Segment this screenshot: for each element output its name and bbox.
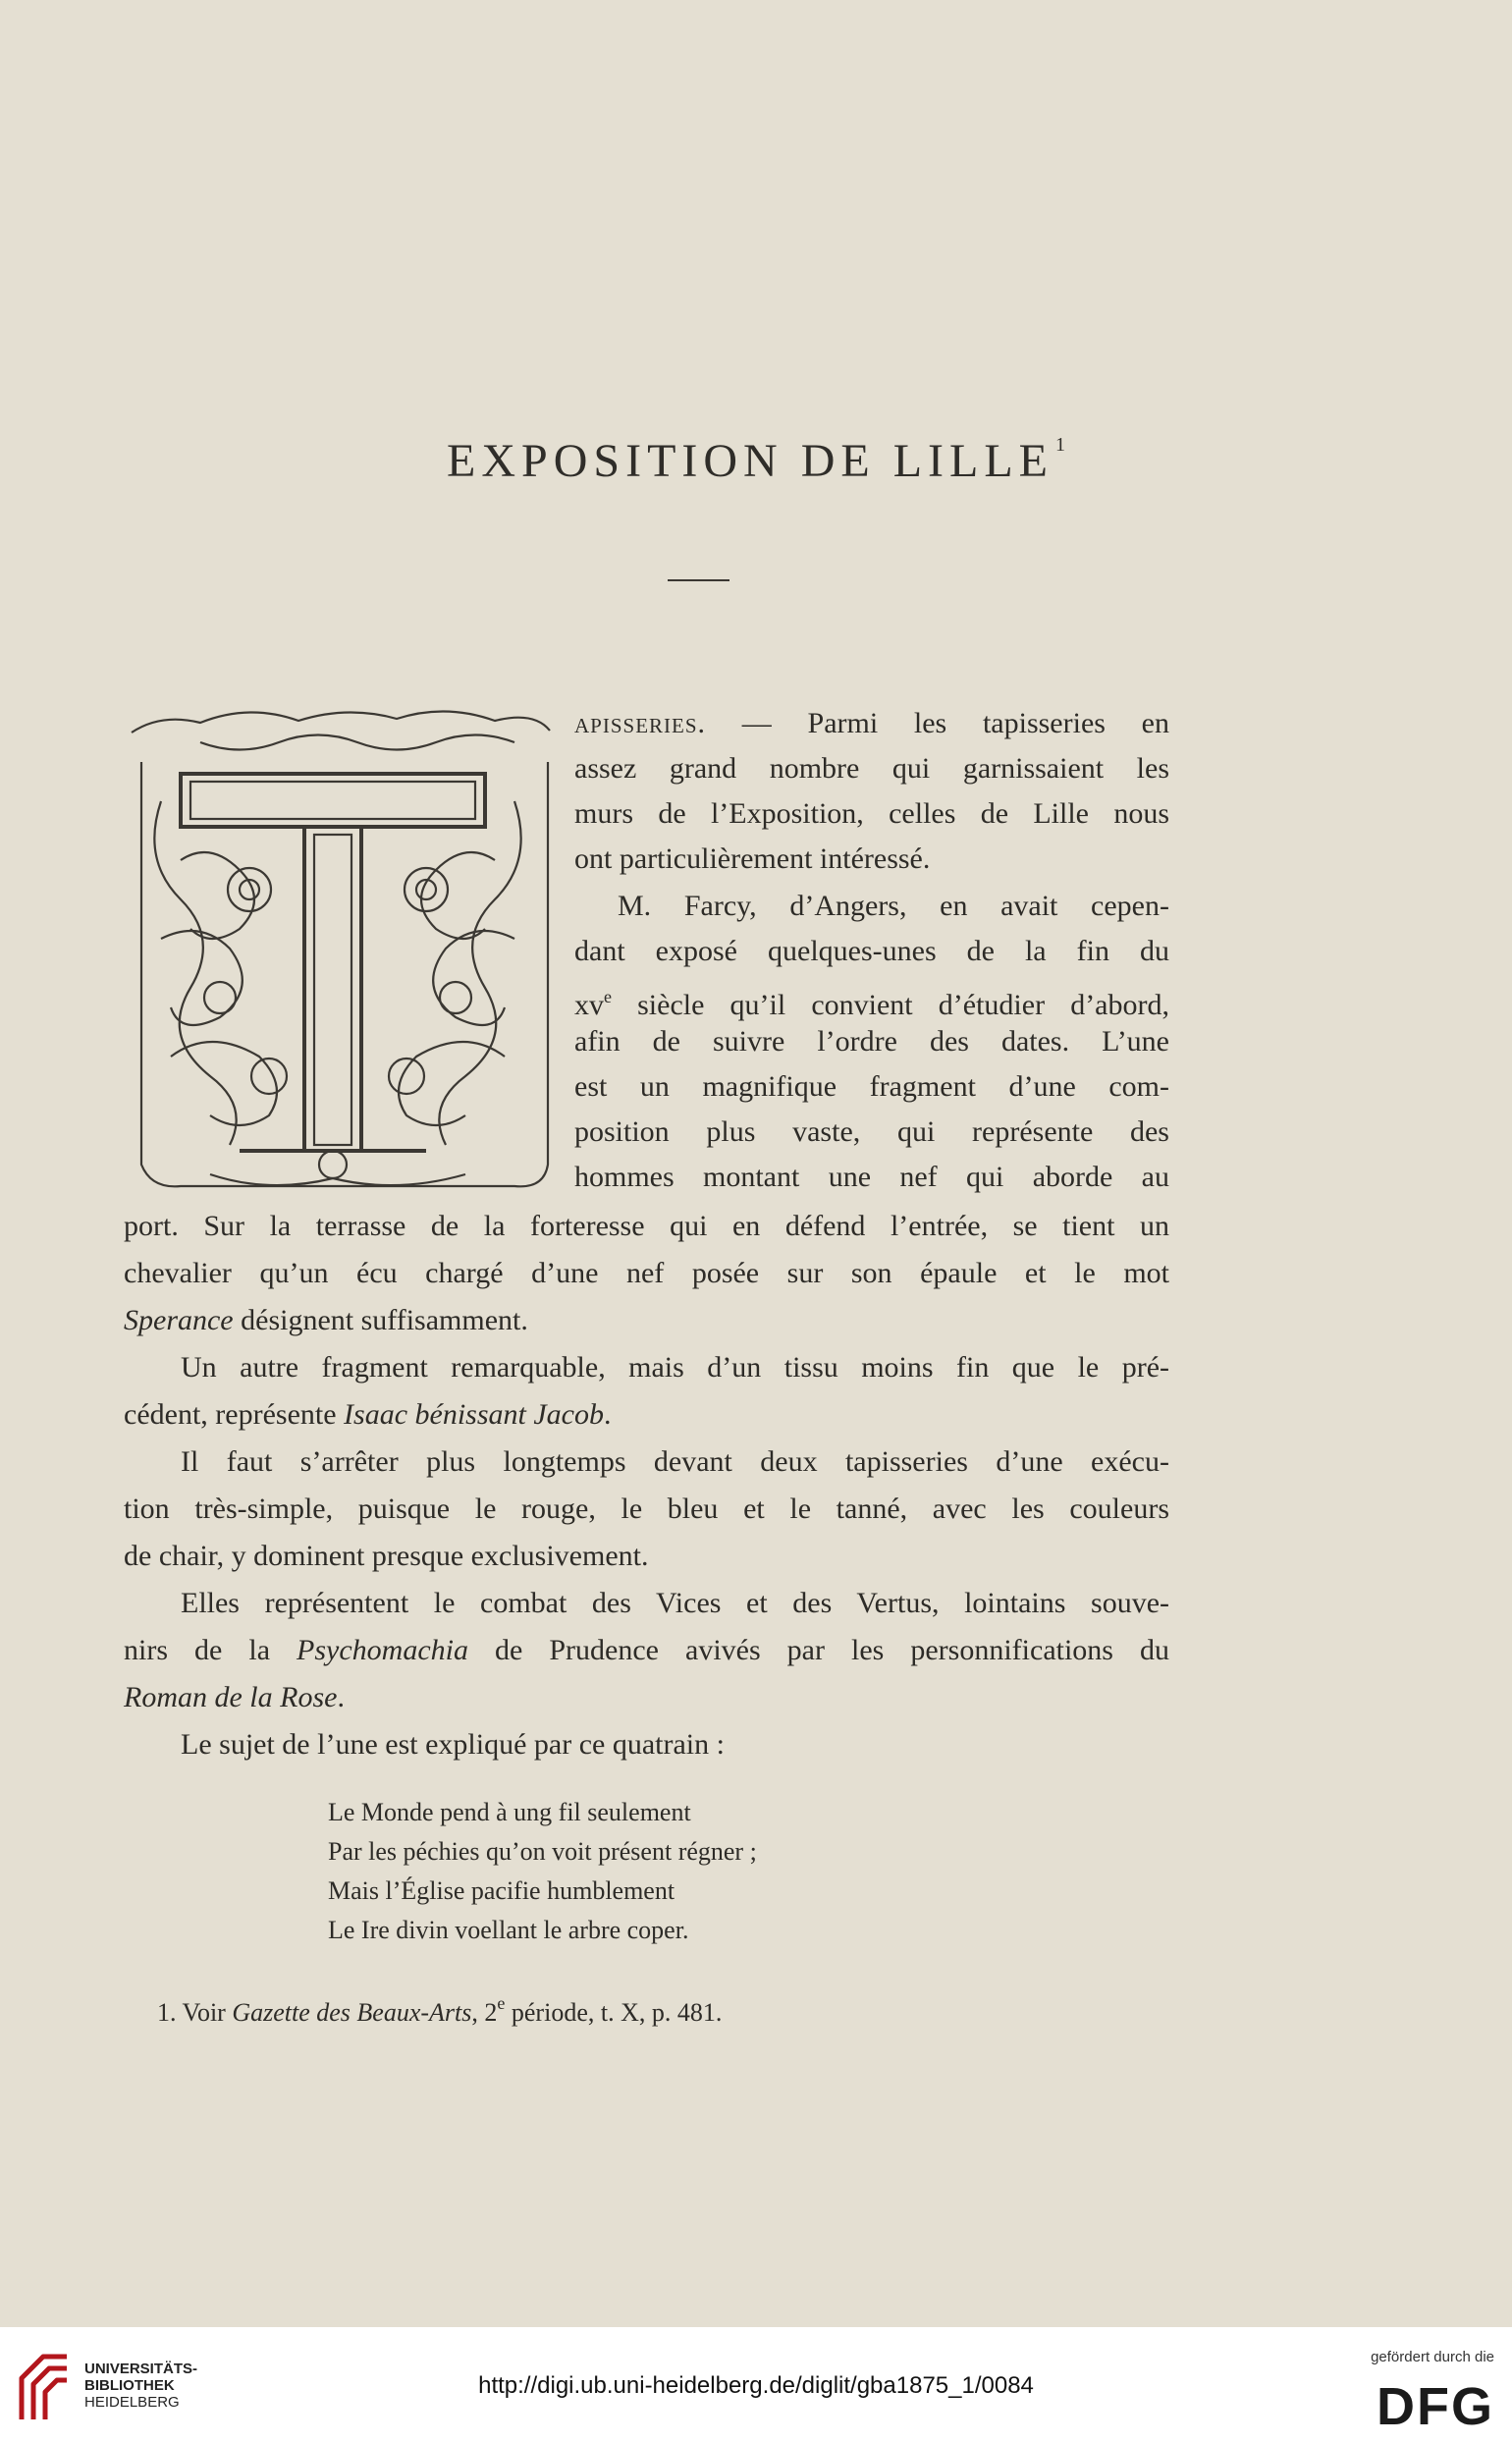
line-text: .: [604, 1398, 612, 1431]
text-line: Le sujet de l’une est expliqué par ce quatrain :: [181, 1728, 725, 1761]
text-line: chevalier qu’un écu chargé d’une nef posée sur son épaule et le mot: [124, 1257, 1169, 1289]
superscript: e: [604, 987, 612, 1006]
verse-line: Mais l’Église pacifie humblement: [328, 1876, 675, 1905]
footnote-text: , 2: [471, 1998, 498, 2027]
text-line: murs de l’Exposition, celles de Lille nous: [574, 797, 1169, 830]
title-text: EXPOSITION DE LILLE: [447, 435, 1053, 487]
line-text: cédent, représente: [124, 1398, 345, 1431]
text-line: assez grand nombre qui garnissaient les: [574, 752, 1169, 785]
footnote-text: Voir: [176, 1998, 233, 2027]
text-line: ont particulièrement intéressé.: [574, 842, 931, 875]
text-line: Elles représentent le combat des Vices et des Vertus, lointains souve-: [181, 1587, 1169, 1619]
text-line: [574, 974, 1169, 1019]
library-line: BIBLIOTHEK: [84, 2377, 175, 2394]
line-text: désignent suffisamment.: [233, 1304, 528, 1336]
text-line: [124, 1675, 345, 1720]
dfg-logo: DFG: [1377, 2377, 1494, 2436]
text-line: M. Farcy, d’Angers, en avait cepen-: [618, 890, 1169, 922]
text-line: de chair, y dominent presque exclusivement.: [124, 1540, 649, 1572]
text-line: hommes montant une nef qui aborde au: [574, 1161, 1169, 1193]
italic-title: Sperance: [124, 1304, 234, 1336]
text-line: port. Sur la terrasse de la forteresse qui en défend l’entrée, se tient un: [124, 1210, 1169, 1242]
italic-title: Isaac bénissant Jacob: [344, 1398, 604, 1431]
library-line: UNIVERSITÄTS-: [84, 2361, 198, 2377]
line-text: .: [337, 1681, 345, 1713]
italic-title: Roman de la Rose: [124, 1681, 338, 1713]
text-line: [124, 1392, 612, 1438]
funded-by-label: gefördert durch die: [1371, 2349, 1494, 2365]
ornamental-initial-t-icon: [122, 703, 556, 1200]
title-footnote-mark: 1: [1054, 434, 1065, 456]
footnote-number: 1.: [157, 1998, 177, 2027]
text-line: position plus vaste, qui représente des: [574, 1115, 1169, 1148]
line-text: siècle qu’il convient d’étudier d’abord,: [612, 989, 1169, 1021]
text-line: afin de suivre l’ordre des dates. L’une: [574, 1025, 1169, 1058]
permalink-url[interactable]: http://digi.ub.uni-heidelberg.de/diglit/gba1875_1/0084: [478, 2372, 1034, 2399]
page-title: [0, 434, 1512, 488]
text-line: Il faut s’arrêter plus longtemps devant deux tapisseries d’une exécu-: [181, 1445, 1169, 1478]
text-line: tion très-simple, puisque le rouge, le bleu et le tanné, avec les couleurs: [124, 1493, 1169, 1525]
verse-line: Par les péchies qu’on voit présent régner ;: [328, 1837, 757, 1866]
text-line: Un autre fragment remarquable, mais d’un tissu moins fin que le pré-: [181, 1351, 1169, 1384]
text-line: dant exposé quelques-unes de la fin du: [574, 935, 1169, 967]
footnote-text: période, t. X, p. 481.: [505, 1998, 723, 2027]
verse-line: Le Monde pend à ung fil seulement: [328, 1798, 691, 1826]
library-line: HEIDELBERG: [84, 2394, 180, 2411]
text-line: [124, 1628, 1169, 1673]
line-text: nirs de la: [124, 1634, 297, 1666]
title-rule: [668, 579, 729, 581]
italic-title: Psychomachia: [297, 1634, 468, 1666]
line-text: de Prudence avivés par les personnifications du: [468, 1634, 1169, 1666]
footnote: [157, 1993, 722, 2028]
superscript: e: [497, 1993, 506, 2013]
lead-small-caps: apisseries.: [574, 707, 707, 739]
text-line: [124, 1298, 528, 1343]
footer-bar: [0, 2327, 1512, 2443]
text-line: [574, 701, 1169, 746]
verse-line: Le Ire divin voellant le arbre coper.: [328, 1916, 689, 1944]
century-numeral: xv: [574, 989, 604, 1021]
footnote-journal: Gazette des Beaux-Arts: [232, 1998, 472, 2027]
line-text: — Parmi les tapisseries en: [706, 707, 1169, 739]
text-line: est un magnifique fragment d’une com-: [574, 1070, 1169, 1103]
